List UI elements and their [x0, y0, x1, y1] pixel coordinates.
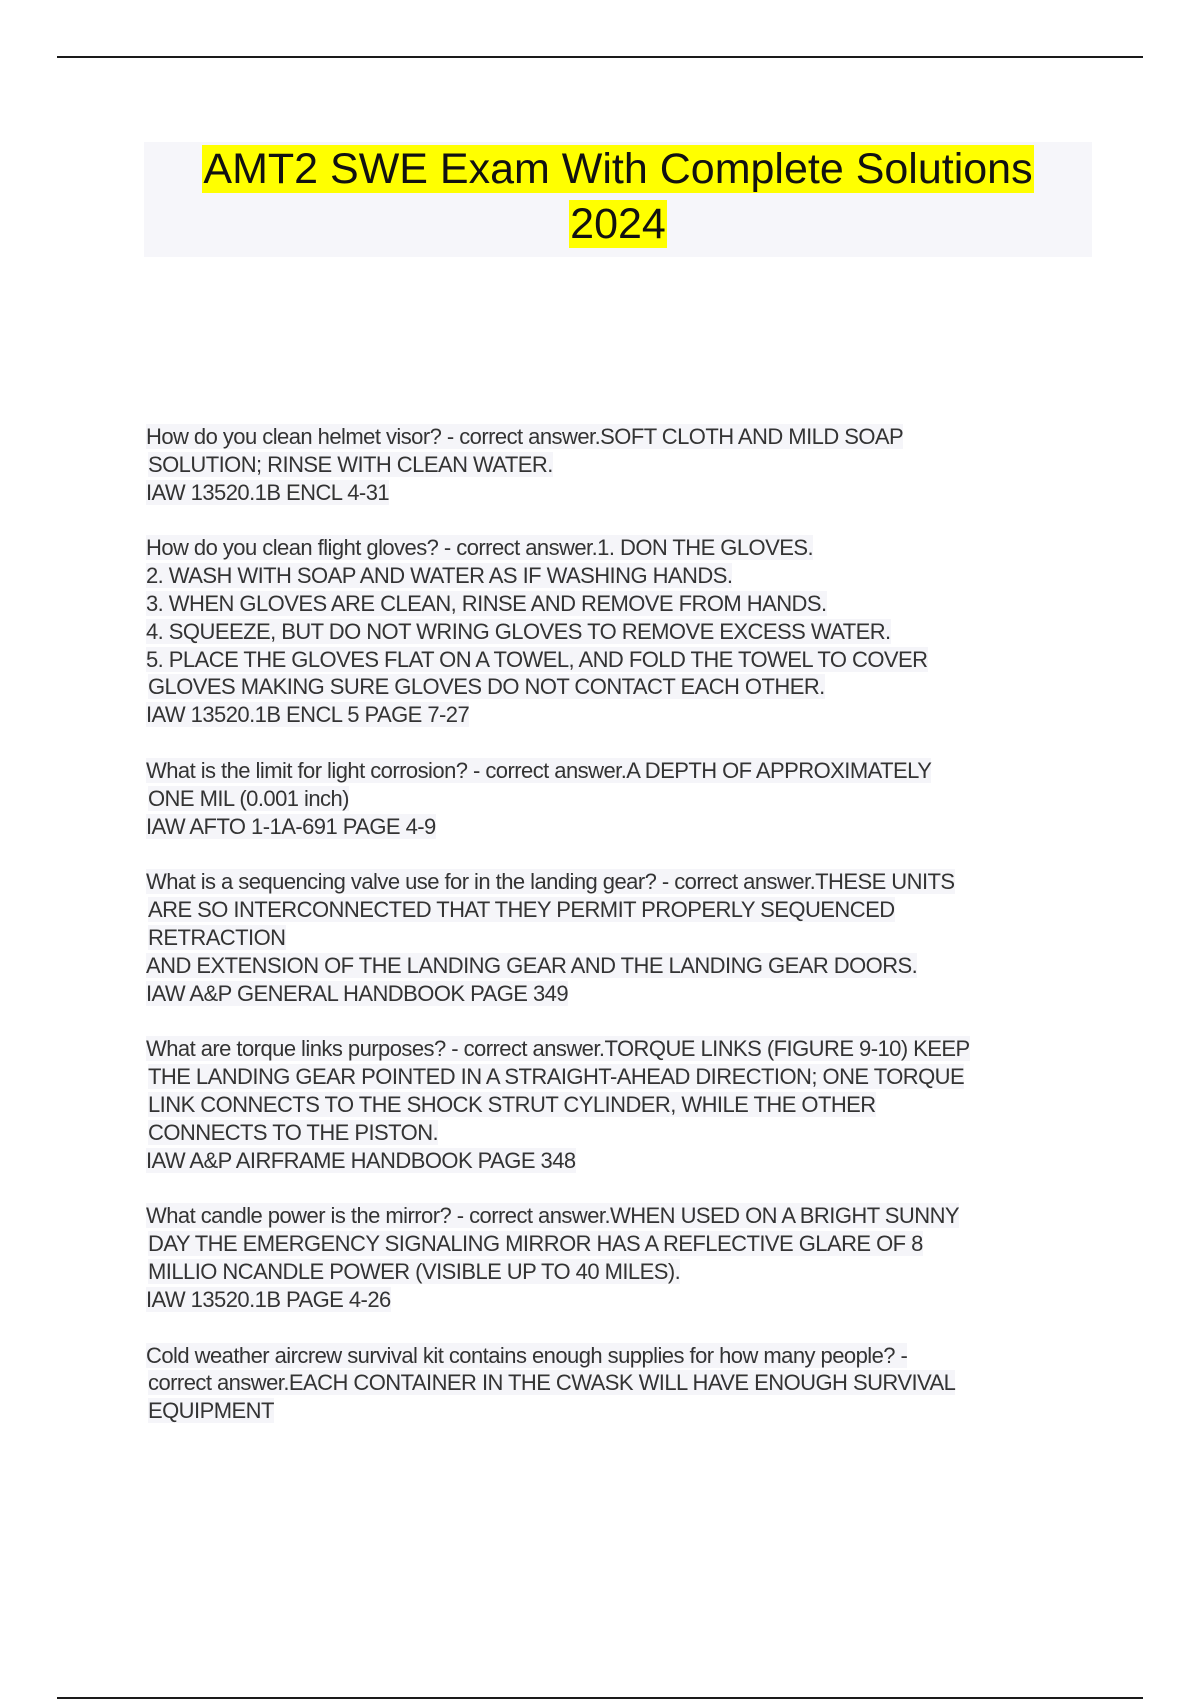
qa-line: AND EXTENSION OF THE LANDING GEAR AND THE LANDING GEAR DOORS.: [146, 952, 918, 978]
bottom-rule: [57, 1697, 1143, 1699]
qa-reference: IAW 13520.1B ENCL 5 PAGE 7-27: [146, 702, 470, 728]
qa-reference: IAW 13520.1B ENCL 4-31: [146, 479, 390, 505]
qa-line: How do you clean helmet visor? - correct answer.SOFT CLOTH AND MILD SOAP: [146, 424, 904, 449]
qa-item: [146, 1202, 1106, 1313]
qa-item: [146, 534, 1106, 729]
qa-line: DAY THE EMERGENCY SIGNALING MIRROR HAS A REFLECTIVE GLARE OF 8: [148, 1231, 923, 1257]
qa-line: RETRACTION: [148, 924, 286, 950]
qa-line: SOLUTION; RINSE WITH CLEAN WATER.: [148, 451, 553, 477]
qa-item: [146, 868, 1106, 1007]
qa-line: THE LANDING GEAR POINTED IN A STRAIGHT-AHEAD DIRECTION; ONE TORQUE: [148, 1064, 965, 1090]
qa-line: 2. WASH WITH SOAP AND WATER AS IF WASHING HANDS.: [146, 563, 733, 589]
qa-item: [146, 423, 1106, 506]
qa-line: GLOVES MAKING SURE GLOVES DO NOT CONTACT EACH OTHER.: [148, 674, 825, 700]
qa-line: Cold weather aircrew survival kit contains enough supplies for how many people? -: [146, 1342, 908, 1368]
qa-line: ARE SO INTERCONNECTED THAT THEY PERMIT PROPERLY SEQUENCED: [148, 897, 895, 923]
title-line-1: AMT2 SWE Exam With Complete Solutions: [203, 145, 1033, 193]
qa-line: 3. WHEN GLOVES ARE CLEAN, RINSE AND REMOVE FROM HANDS.: [146, 590, 827, 616]
qa-line: What is the limit for light corrosion? - correct answer.A DEPTH OF APPROXIMATELY: [146, 757, 932, 783]
qa-line: 5. PLACE THE GLOVES FLAT ON A TOWEL, AND FOLD THE TOWEL TO COVER: [146, 646, 928, 672]
qa-line: What are torque links purposes? - correct answer.TORQUE LINKS (FIGURE 9-10) KEEP: [146, 1036, 970, 1062]
qa-line: EQUIPMENT: [148, 1398, 274, 1424]
qa-line: 4. SQUEEZE, BUT DO NOT WRING GLOVES TO REMOVE EXCESS WATER.: [146, 618, 891, 644]
title-block: [144, 142, 1092, 257]
qa-line: What candle power is the mirror? - correct answer.WHEN USED ON A BRIGHT SUNNY: [146, 1203, 960, 1229]
qa-line: LINK CONNECTS TO THE SHOCK STRUT CYLINDER, WHILE THE OTHER: [148, 1091, 876, 1117]
qa-content: [146, 423, 1106, 1453]
qa-item: [146, 1342, 1106, 1425]
qa-line: CONNECTS TO THE PISTON.: [148, 1119, 439, 1145]
qa-line: correct answer.EACH CONTAINER IN THE CWASK WILL HAVE ENOUGH SURVIVAL: [148, 1370, 956, 1396]
qa-item: [146, 1035, 1106, 1174]
qa-item: [146, 757, 1106, 840]
qa-reference: IAW 13520.1B PAGE 4-26: [146, 1286, 391, 1312]
qa-line: ONE MIL (0.001 inch): [148, 785, 349, 811]
qa-reference: IAW A&P GENERAL HANDBOOK PAGE 349: [146, 980, 569, 1006]
document-title: [202, 145, 1033, 248]
qa-line: How do you clean flight gloves? - correct answer.1. DON THE GLOVES.: [146, 535, 814, 561]
qa-line: What is a sequencing valve use for in the landing gear? - correct answer.THESE UNITS: [146, 869, 955, 895]
qa-line: MILLIO NCANDLE POWER (VISIBLE UP TO 40 MILES).: [148, 1258, 681, 1284]
qa-reference: IAW AFTO 1-1A-691 PAGE 4-9: [146, 813, 436, 839]
title-line-2: 2024: [570, 200, 666, 248]
qa-reference: IAW A&P AIRFRAME HANDBOOK PAGE 348: [146, 1147, 576, 1173]
top-rule: [57, 56, 1143, 58]
